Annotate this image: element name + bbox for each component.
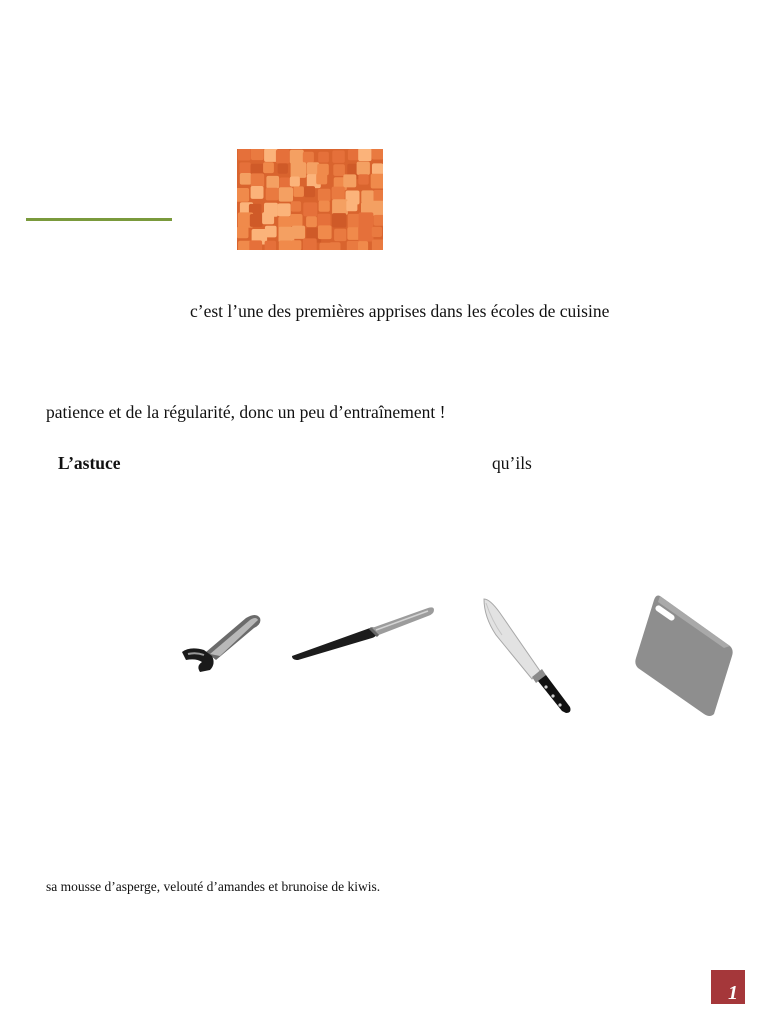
carrot-cube <box>280 178 291 189</box>
patience-text-line: patience et de la régularité, donc un peu d’entraînement ! <box>46 402 446 422</box>
carrot-cube <box>264 149 278 162</box>
carrot-cube <box>265 226 277 238</box>
carrot-cube <box>318 189 331 202</box>
carrot-cube <box>371 174 383 189</box>
carrot-cube <box>346 200 357 211</box>
carrot-cube <box>292 226 305 239</box>
carrot-cube <box>374 215 383 226</box>
carrot-cube <box>332 213 346 227</box>
carrot-cube <box>318 152 329 163</box>
carrot-cube <box>279 241 293 251</box>
carrot-cube <box>290 150 304 164</box>
quils-text: qu’ils <box>492 453 532 473</box>
carrot-cube <box>251 173 265 187</box>
carrot-cube <box>250 214 263 227</box>
carrot-cube <box>359 212 374 227</box>
intro-text-line: c’est l’une des premières apprises dans les écoles de cuisine <box>190 301 610 321</box>
carrot-cube <box>317 214 330 227</box>
carrot-cube <box>276 150 290 164</box>
carrot-cube <box>319 201 330 212</box>
diced-carrots-image <box>237 149 383 250</box>
carrot-cube <box>357 162 370 175</box>
page-number-underline <box>711 1004 745 1006</box>
carrot-cube <box>348 149 359 160</box>
carrot-cube <box>237 188 249 202</box>
carrot-cube <box>358 241 368 250</box>
carrot-cube <box>240 173 252 185</box>
page-number-badge: 1 <box>711 970 745 1006</box>
carrot-cube <box>265 241 277 250</box>
carrot-cube <box>372 227 382 237</box>
carrot-cube <box>239 162 250 173</box>
carrot-cube <box>238 149 251 161</box>
carrot-cube <box>303 152 314 163</box>
carrot-cube <box>334 229 346 241</box>
carrot-cube <box>303 202 317 216</box>
carrot-cube <box>279 187 293 201</box>
carrot-cube <box>372 240 383 251</box>
carrot-cube <box>251 149 264 160</box>
carrot-cube <box>358 149 371 161</box>
carrot-cube <box>278 163 288 173</box>
carrot-cube <box>332 150 345 163</box>
carrot-cube <box>263 162 274 173</box>
carrot-cube <box>330 242 341 250</box>
carrot-cube <box>318 225 332 239</box>
carrot-cube <box>372 163 383 174</box>
carrot-cube <box>332 187 345 200</box>
chef-knife-icon <box>478 595 583 720</box>
cutting-board-icon <box>630 592 735 720</box>
carrot-cube <box>358 226 373 241</box>
astuce-heading: L’astuce <box>58 453 121 473</box>
carrot-cube <box>303 238 317 250</box>
carrot-cube <box>304 186 315 197</box>
recipe-caption: sa mousse d’asperge, velouté d’amandes et brunoise de kiwis. <box>46 879 381 894</box>
carrot-cube <box>266 188 279 201</box>
zester-icon <box>288 600 438 665</box>
peeler-icon <box>176 608 266 683</box>
carrot-cube <box>347 227 360 240</box>
carrot-cube <box>343 174 356 187</box>
carrot-cube <box>332 199 348 215</box>
carrot-cube <box>306 216 317 227</box>
carrot-cube <box>251 186 264 199</box>
diced-carrots-photo <box>237 149 383 250</box>
carrot-cube <box>291 201 301 211</box>
carrot-cube <box>290 177 300 187</box>
green-divider <box>26 218 172 221</box>
carrot-cube <box>262 212 274 224</box>
carrot-cube <box>266 176 279 189</box>
carrot-cube <box>278 203 291 216</box>
carrot-cube <box>358 174 368 184</box>
carrot-cube <box>290 214 302 226</box>
carrot-cube <box>291 240 301 250</box>
carrot-cube <box>293 186 304 197</box>
carrot-cube <box>237 227 249 239</box>
carrot-cube <box>333 164 345 176</box>
carrot-cube <box>249 240 262 250</box>
carrot-cube <box>291 162 307 178</box>
carrot-cube <box>372 149 383 160</box>
carrot-cube <box>316 173 327 184</box>
